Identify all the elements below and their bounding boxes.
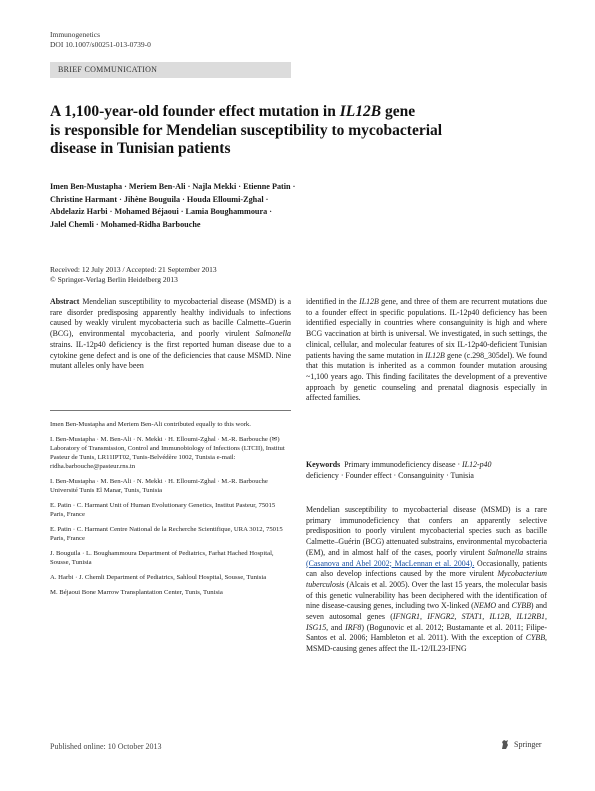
abstract-right-text: gene (c.298_305del). We found that this mutation is inherited as a common founder mutation arousing ~1,100 years ago. This finding facilitates the development of a preventive approach by genetic counseling and prenatal diagnosis especially in affected families. [306,350,547,403]
gene-name: CYBB [525,633,546,643]
author-line: Imen Ben-Mustapha · Meriem Ben-Ali · Najla Mekki · Etienne Patin · [50,182,296,191]
author-line: Christine Harmant · Jihène Bouguila · Houda Elloumi-Zghal · [50,194,269,204]
affiliation: E. Patin · C. Harmant Centre National de la Recherche Scientifique, URA 3012, 75015 Paris, France [50,526,283,542]
affiliation: I. Ben-Mustapha · M. Ben-Ali · N. Mekki · H. Elloumi-Zghal · M.-R. Barbouche Université Tunis El Manar, Tunis, Tunisia [50,478,268,494]
gene-name: IRF8 [345,622,362,632]
affiliations [50,420,291,603]
body-span: and [496,601,512,611]
section-label: BRIEF COMMUNICATION [58,65,158,74]
abstract-right [306,297,547,404]
affiliation: J. Bouguila · L. Boughammoura Department of Pediatrics, Farhat Hached Hospital, Sousse, Tunisia [50,550,274,566]
copyright: © Springer-Verlag Berlin Heidelberg 2013 [50,274,178,284]
body-species: Mycobacterium tuberculosis [306,569,547,589]
body-span: ) (Bogunovic et al. 2012; Bustamante et al. 2011; Filipe-Santos et al. 2006; Hambleton et al. 2011). With the exception of [306,622,548,643]
title-line2: is responsible for Mendelian susceptibility to mycobacterial [50,121,443,139]
gene-name: IFNGR1, IFNGR2, STAT1, IL12B, IL12RB1, ISG15, [306,612,547,632]
keywords-label: Keywords [306,460,341,469]
article-title [50,103,550,159]
body-span: strains [523,547,548,557]
author-list [50,181,360,231]
keywords-text: deficiency · Founder effect · Consanguinity · Tunisia [306,470,474,480]
title-line1: A 1,100-year-old founder effect mutation in [50,103,340,120]
keywords-text: Primary immunodeficiency disease · [344,460,463,469]
title-line1-end: gene [381,103,416,120]
footnote-divider [50,410,291,411]
citation-link[interactable]: (Casanova and Abel 2002; MacLennan et al. 2004). [306,558,475,568]
title-gene: IL12B [339,103,382,120]
affiliation: E. Patin · C. Harmant Unit of Human Evolutionary Genetics, Institut Pasteur, 75015 Paris, France [50,502,276,518]
gene-name: IL12B [359,297,379,306]
body-span: Occasionally, patients can also develop infections caused by the more virulent [306,558,548,579]
doi[interactable]: DOI 10.1007/s00251-013-0739-0 [50,40,151,49]
keywords [306,460,547,482]
abstract-right-text: gene, and three of them are recurrent mutations due to a founder effect in specific populations. IL-12p40 deficiency has been identified especially in countries where consanguinity is high and where BCG vaccination at birth is universal. We investigated, in such settings, the clinical, cellular, and molecular features of six IL-12p40-deficient Tunisian patients having the same mutation in [306,297,547,360]
author-line: Jalel Chemli · Mohamed-Ridha Barbouche [50,219,201,229]
title-line3: disease in Tunisian patients [50,140,231,157]
gene-name: NEMO [473,601,497,611]
affiliation: M. Béjaoui Bone Marrow Transplantation Center, Tunis, Tunisia [50,589,223,596]
abstract-right-text: identified in the [306,297,360,306]
author-line: Abdelaziz Harbi · Mohamed Béjaoui · Lamia Boughammoura · [50,207,272,216]
gene-name: CYBB [511,601,531,611]
section-banner [50,62,291,78]
received-date: Received: 12 July 2013 / Accepted: 21 September 2013 [50,265,217,274]
body-span: ) and seven autosomal genes ( [306,601,547,622]
affiliation: A. Harbi · J. Chemli Department of Pediatrics, Sahloul Hospital, Sousse, Tunisia [50,574,267,581]
body-span: , MSMD-causing genes affect the IL-12/IL23-IFNG [306,633,547,654]
published-online: Published online: 10 October 2013 [50,742,162,751]
body-text [306,505,547,655]
abstract-label: Abstract [50,297,80,306]
abstract-text-cont: strains. IL-12p40 deficiency is the first reported human disease due to a cytokine gene defect and is one of the deficiencies that cause MSMD. Nine mutant alleles only have been [50,339,291,371]
body-span: and [328,622,346,632]
keyword-gene: IL12-p40 [462,460,492,469]
abstract-text: Mendelian susceptibility to mycobacterial disease (MSMD) is a rare disorder predisposing apparently healthy individuals to infections caused by weakly virulent mycobacteria such as bacille Calmette–Guerin (BCG), environmental mycobacteria, and poorly virulent [50,297,291,339]
gene-name: IL12B [425,350,445,360]
equal-contribution-note: Imen Ben-Mustapha and Meriem Ben-Ali contributed equally to this work. [50,421,251,428]
publisher-logo [500,739,542,750]
springer-horse-icon [500,739,510,750]
body-species: Salmonella [487,547,524,557]
journal-name: Immunogenetics [50,30,100,39]
abstract-left [50,297,291,372]
publisher-name: Springer [514,740,542,749]
affiliation: I. Ben-Mustapha · M. Ben-Ali · N. Mekki · H. Elloumi-Zghal · M.-R. Barbouche (✉) Laboratory of Transmission, Control and Immunobiology of Infections (LTCII), Institut Pasteur de Tunis, LR11IPT02, Tunis-Belvédère 1002, Tunisia e-mail: ridha.barbouche@pasteur.rns.tn [50,436,285,470]
abstract-species: Salmonella [255,329,291,339]
body-span: (Alcais et al. 2005). Over the last 15 years, the molecular basis of this genetic vulnerability has been deciphered with the identification of nine disease-causing genes, including two X-linked ( [306,579,547,611]
article-dates [50,265,217,284]
body-span: Mendelian susceptibility to mycobacterial disease (MSMD) is a rare primary immunodeficiency that confers an apparently selective predisposition to poorly virulent mycobacterial species such as bacille Calmette–Guérin (BCG) attenuated substrains, environmental mycobacteria (EM), and in almost half of the cases, poorly virulent [306,505,547,557]
